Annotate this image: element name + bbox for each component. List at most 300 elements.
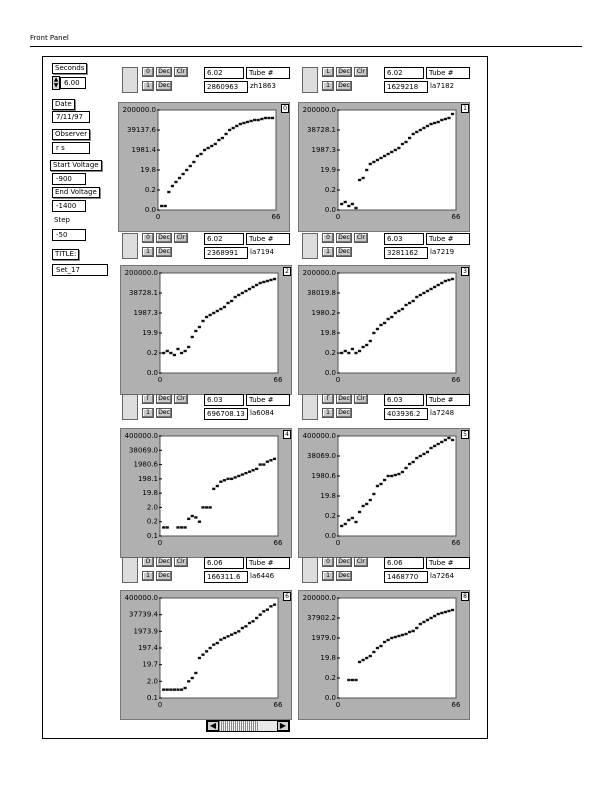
dec-button[interactable]: Dec: [156, 557, 172, 567]
y-tick-label: 200000.0: [302, 269, 336, 277]
dec-button[interactable]: Dec: [336, 67, 352, 77]
data-point: [451, 609, 454, 611]
data-point: [408, 631, 411, 633]
data-point: [266, 608, 269, 610]
data-point: [201, 320, 204, 322]
data-point: [365, 657, 368, 659]
data-point: [372, 493, 375, 495]
tube-label: Tube #: [246, 394, 290, 406]
data-point: [412, 133, 415, 135]
data-point: [401, 634, 404, 636]
data-point: [185, 169, 188, 171]
data-point: [221, 137, 224, 139]
plot-area: [160, 273, 278, 373]
dec-button[interactable]: Dec: [336, 557, 352, 567]
data-point: [169, 352, 172, 354]
dec-button-2[interactable]: Dec: [156, 81, 172, 91]
graph-tools-palette[interactable]: [302, 557, 318, 583]
data-point: [219, 481, 222, 483]
start-voltage-field[interactable]: -900: [52, 173, 86, 185]
data-point: [223, 306, 226, 308]
data-point: [241, 627, 244, 629]
data-point: [173, 354, 176, 356]
data-point: [429, 288, 432, 290]
dec-button[interactable]: Dec: [156, 394, 172, 404]
end-voltage-field[interactable]: -1400: [52, 200, 86, 212]
data-point: [237, 630, 240, 632]
seconds-field[interactable]: 6.00: [60, 77, 86, 89]
data-point: [351, 517, 354, 519]
x-tick-label: 0: [157, 701, 163, 709]
data-point: [234, 476, 237, 478]
clear-button[interactable]: Clr: [174, 557, 188, 567]
scroll-right-icon[interactable]: ▶: [277, 721, 289, 731]
y-tick-label: 1980.2: [311, 309, 336, 317]
data-point: [242, 122, 245, 124]
x-tick-label: 66: [451, 701, 461, 709]
data-point: [394, 636, 397, 638]
data-point: [205, 316, 208, 318]
data-point: [401, 471, 404, 473]
data-point: [180, 526, 183, 528]
data-point: [362, 346, 365, 348]
data-point: [205, 506, 208, 508]
data-point: [422, 621, 425, 623]
data-point: [241, 473, 244, 475]
tube-id-field[interactable]: la7264: [428, 571, 474, 583]
scroll-left-icon[interactable]: ◀: [207, 721, 219, 731]
y-tick-label: 38728.1: [307, 126, 336, 134]
data-point: [397, 473, 400, 475]
data-point: [415, 457, 418, 459]
one-button[interactable]: 1: [322, 571, 334, 581]
clear-button[interactable]: Clr: [174, 233, 188, 243]
data-point: [198, 326, 201, 328]
data-point: [419, 455, 422, 457]
observer-field[interactable]: r s: [52, 142, 90, 154]
data-point: [347, 679, 350, 681]
count-field[interactable]: 1629218: [384, 81, 428, 93]
data-point: [194, 672, 197, 674]
data-point: [383, 641, 386, 643]
mode-button[interactable]: 0: [142, 67, 154, 77]
data-point: [415, 296, 418, 298]
y-tick-label: 0.2: [146, 349, 158, 357]
data-point: [244, 472, 247, 474]
data-point: [166, 688, 169, 690]
data-point: [376, 647, 379, 649]
mode-button[interactable]: 0: [322, 557, 334, 567]
graph-tools-palette[interactable]: [302, 233, 318, 259]
data-point: [422, 453, 425, 455]
data-point: [219, 638, 222, 640]
data-point: [226, 302, 229, 304]
x-tick-label: 66: [273, 376, 283, 384]
data-point: [344, 523, 347, 525]
dec-button-2[interactable]: Dec: [336, 571, 352, 581]
clear-button[interactable]: Clr: [354, 67, 368, 77]
data-point: [426, 619, 429, 621]
one-button[interactable]: 1: [142, 81, 154, 91]
chart-index: 5: [461, 430, 469, 439]
reading-field[interactable]: 6.06: [204, 557, 244, 569]
data-point: [207, 147, 210, 149]
one-button[interactable]: 1: [322, 408, 334, 418]
data-point: [210, 145, 213, 147]
data-point: [351, 348, 354, 350]
data-point: [191, 677, 194, 679]
data-point: [198, 657, 201, 659]
data-point: [426, 290, 429, 292]
dec-button-2[interactable]: Dec: [156, 247, 172, 257]
tube-label: Tube #: [246, 557, 290, 569]
count-field[interactable]: 1468770: [384, 571, 428, 583]
y-tick-label: 1979.0: [311, 634, 336, 642]
data-point: [447, 610, 450, 612]
scatter-plot: [298, 102, 470, 232]
chart-index: 3: [461, 267, 469, 276]
y-tick-label: 0.0: [324, 694, 336, 702]
data-point: [379, 324, 382, 326]
data-point: [387, 475, 390, 477]
dec-button[interactable]: Dec: [156, 233, 172, 243]
data-point: [369, 163, 372, 165]
mode-button[interactable]: 0: [142, 233, 154, 243]
chart-index: 8: [461, 592, 469, 601]
data-point: [273, 458, 276, 460]
data-point: [230, 478, 233, 480]
data-point: [192, 161, 195, 163]
data-point: [437, 284, 440, 286]
data-point: [257, 119, 260, 121]
graph-tools-palette[interactable]: [122, 233, 138, 259]
y-tick-label: 0.0: [144, 206, 156, 214]
chart-index: 0: [281, 104, 289, 113]
data-point: [178, 177, 181, 179]
data-point: [444, 439, 447, 441]
data-point: [216, 642, 219, 644]
data-point: [440, 441, 443, 443]
mode-button[interactable]: 0: [322, 233, 334, 243]
data-point: [239, 123, 242, 125]
data-point: [248, 471, 251, 473]
data-point: [390, 475, 393, 477]
scatter-plot: [298, 590, 470, 720]
dec-button[interactable]: Dec: [336, 394, 352, 404]
data-point: [182, 173, 185, 175]
one-button[interactable]: 1: [142, 571, 154, 581]
data-point: [251, 286, 254, 288]
dec-button-2[interactable]: Dec: [336, 247, 352, 257]
dec-button-2[interactable]: Dec: [156, 408, 172, 418]
data-point: [362, 505, 365, 507]
step-field[interactable]: -50: [52, 229, 86, 241]
scatter-plot: [120, 428, 292, 558]
data-point: [199, 153, 202, 155]
tube-id-field[interactable]: la7182: [428, 81, 474, 93]
data-point: [433, 615, 436, 617]
seconds-label: Seconds: [52, 63, 87, 74]
count-field[interactable]: 3281162: [384, 247, 428, 259]
scatter-plot: [298, 265, 470, 395]
x-tick-label: 66: [273, 539, 283, 547]
y-tick-label: 39137.6: [127, 126, 156, 134]
reading-field[interactable]: 6.03: [384, 233, 424, 245]
tube-id-field[interactable]: la7194: [248, 247, 294, 259]
clear-button[interactable]: Clr: [354, 233, 368, 243]
x-tick-label: 66: [273, 701, 283, 709]
data-point: [167, 191, 170, 193]
data-point: [194, 516, 197, 518]
graph-tools-palette[interactable]: [302, 394, 318, 420]
data-point: [216, 310, 219, 312]
y-tick-label: 198.1: [137, 474, 158, 483]
data-point: [184, 350, 187, 352]
count-field[interactable]: 2368991: [204, 247, 248, 259]
y-tick-label: 0.2: [324, 674, 336, 682]
y-tick-label: 19.7: [142, 660, 158, 669]
data-point: [447, 279, 450, 281]
data-point: [187, 346, 190, 348]
graph-tools-palette[interactable]: [122, 557, 138, 583]
data-point: [369, 340, 372, 342]
data-point: [437, 443, 440, 445]
data-point: [212, 643, 215, 645]
data-point: [362, 659, 365, 661]
data-point: [228, 129, 231, 131]
one-button[interactable]: 1: [142, 247, 154, 257]
end-voltage-label: End Voltage: [52, 187, 100, 198]
y-tick-label: 400000.0: [124, 432, 158, 440]
one-button[interactable]: 1: [142, 408, 154, 418]
horizontal-scrollbar[interactable]: [206, 720, 290, 732]
data-point: [372, 161, 375, 163]
data-point: [354, 207, 357, 209]
x-tick-label: 0: [157, 539, 163, 547]
start-voltage-label: Start Voltage: [50, 160, 102, 171]
data-point: [262, 281, 265, 283]
data-point: [433, 445, 436, 447]
y-tick-label: 19.8: [140, 166, 156, 174]
y-tick-label: 19.8: [142, 489, 158, 498]
y-tick-label: 37902.2: [307, 614, 336, 622]
data-point: [226, 478, 229, 480]
seconds-stepper[interactable]: ▲ ▼: [53, 76, 59, 89]
data-point: [217, 139, 220, 141]
data-point: [176, 348, 179, 350]
data-point: [429, 447, 432, 449]
data-point: [260, 118, 263, 120]
count-field[interactable]: 403936.2: [384, 408, 428, 420]
dec-button[interactable]: Dec: [336, 233, 352, 243]
data-point: [404, 633, 407, 635]
data-point: [169, 688, 172, 690]
reading-field[interactable]: 6.02: [204, 233, 244, 245]
data-point: [358, 350, 361, 352]
data-point: [184, 687, 187, 689]
data-point: [273, 603, 276, 605]
data-point: [376, 328, 379, 330]
data-point: [369, 655, 372, 657]
plot-area: [160, 436, 278, 536]
y-tick-label: 38069.0: [129, 446, 158, 455]
data-point: [387, 318, 390, 320]
data-point: [390, 637, 393, 639]
reading-field[interactable]: 6.03: [384, 394, 424, 406]
tube-id-field[interactable]: la6084: [248, 408, 294, 420]
dec-button-2[interactable]: Dec: [336, 81, 352, 91]
y-tick-label: 1987.3: [133, 309, 158, 317]
y-tick-label: 2.0: [146, 677, 158, 686]
count-field[interactable]: 696708.13: [204, 408, 248, 420]
data-point: [422, 127, 425, 129]
y-tick-label: 1987.3: [311, 146, 336, 154]
data-point: [162, 688, 165, 690]
y-tick-label: 19.9: [142, 329, 158, 337]
tube-id-field[interactable]: la7219: [428, 247, 474, 259]
y-tick-label: 1980.6: [311, 472, 336, 480]
y-tick-label: 19.8: [320, 492, 336, 500]
data-point: [249, 120, 252, 122]
reading-field[interactable]: 6.02: [204, 67, 244, 79]
mode-button[interactable]: L: [322, 67, 334, 77]
data-point: [451, 113, 454, 115]
one-button[interactable]: 1: [322, 247, 334, 257]
tube-label: Tube #: [246, 67, 290, 79]
data-point: [176, 526, 179, 528]
data-point: [394, 474, 397, 476]
date-field[interactable]: 7/11/97: [52, 111, 90, 123]
data-point: [191, 336, 194, 338]
data-point: [412, 300, 415, 302]
one-button[interactable]: 1: [322, 81, 334, 91]
plot-area: [338, 110, 456, 210]
data-point: [437, 121, 440, 123]
data-point: [408, 137, 411, 139]
data-point: [223, 637, 226, 639]
y-tick-label: 1973.9: [133, 627, 158, 636]
data-point: [394, 312, 397, 314]
x-tick-label: 66: [451, 539, 461, 547]
data-point: [269, 605, 272, 607]
data-point: [444, 280, 447, 282]
data-point: [404, 141, 407, 143]
y-tick-label: 200000.0: [124, 269, 158, 277]
y-tick-label: 19.8: [320, 654, 336, 662]
data-point: [358, 661, 361, 663]
title-label: TITLE:: [52, 249, 79, 260]
clear-button[interactable]: Clr: [174, 67, 188, 77]
data-point: [176, 688, 179, 690]
y-tick-label: 200000.0: [302, 106, 336, 114]
data-point: [219, 308, 222, 310]
mode-button[interactable]: Γ: [142, 394, 154, 404]
dec-button[interactable]: Dec: [156, 67, 172, 77]
reading-field[interactable]: 6.02: [384, 67, 424, 79]
data-point: [372, 651, 375, 653]
dec-button-2[interactable]: Dec: [336, 408, 352, 418]
title-field[interactable]: Set_17: [52, 264, 108, 276]
clear-button[interactable]: Clr: [354, 557, 368, 567]
data-point: [404, 467, 407, 469]
reading-field[interactable]: 6.06: [384, 557, 424, 569]
data-point: [230, 300, 233, 302]
x-tick-label: 0: [335, 539, 341, 547]
data-point: [344, 350, 347, 352]
data-point: [379, 157, 382, 159]
data-point: [251, 620, 254, 622]
data-point: [440, 612, 443, 614]
data-point: [415, 627, 418, 629]
data-point: [387, 153, 390, 155]
y-tick-label: 19.9: [320, 166, 336, 174]
reading-field[interactable]: 6.03: [204, 394, 244, 406]
data-point: [234, 632, 237, 634]
data-point: [259, 463, 262, 465]
window-title: Front Panel: [30, 34, 69, 42]
tube-id-field[interactable]: zh1863: [248, 81, 294, 93]
data-point: [205, 650, 208, 652]
data-point: [387, 639, 390, 641]
x-tick-label: 0: [335, 701, 341, 709]
data-point: [444, 118, 447, 120]
data-point: [201, 653, 204, 655]
y-tick-label: 0.1: [146, 532, 158, 540]
data-point: [209, 506, 212, 508]
data-point: [451, 278, 454, 280]
data-point: [237, 294, 240, 296]
y-tick-label: 38019.8: [307, 289, 336, 297]
y-tick-label: 1981.4: [131, 146, 156, 154]
data-point: [347, 352, 350, 354]
data-point: [253, 119, 256, 121]
graph-tools-palette[interactable]: [122, 394, 138, 420]
plot-area: [160, 598, 278, 698]
y-tick-label: 0.0: [324, 369, 336, 377]
tube-label: Tube #: [426, 557, 470, 569]
scatter-plot: [120, 265, 292, 395]
data-point: [174, 181, 177, 183]
data-point: [180, 352, 183, 354]
title-divider: [30, 46, 582, 47]
step-label: Step: [52, 216, 72, 227]
tube-id-field[interactable]: la6446: [248, 571, 294, 583]
data-point: [351, 203, 354, 205]
data-point: [397, 635, 400, 637]
tube-id-field[interactable]: la7248: [428, 408, 474, 420]
y-tick-label: 19.8: [320, 329, 336, 337]
clear-button[interactable]: Clr: [174, 394, 188, 404]
data-point: [269, 279, 272, 281]
data-point: [397, 310, 400, 312]
graph-tools-palette[interactable]: [302, 67, 318, 93]
scroll-thumb[interactable]: [219, 721, 259, 731]
data-point: [372, 332, 375, 334]
y-tick-label: 197.4: [137, 644, 158, 652]
clear-button[interactable]: Clr: [354, 394, 368, 404]
mode-button[interactable]: Γ: [322, 394, 334, 404]
count-field[interactable]: 166311.6: [204, 571, 248, 583]
data-point: [209, 647, 212, 649]
data-point: [162, 352, 165, 354]
graph-tools-palette[interactable]: [122, 67, 138, 93]
dec-button-2[interactable]: Dec: [156, 571, 172, 581]
count-field[interactable]: 2860963: [204, 81, 248, 93]
y-tick-label: 200000.0: [302, 594, 336, 602]
data-point: [273, 278, 276, 280]
data-point: [189, 165, 192, 167]
mode-button[interactable]: D: [142, 557, 154, 567]
